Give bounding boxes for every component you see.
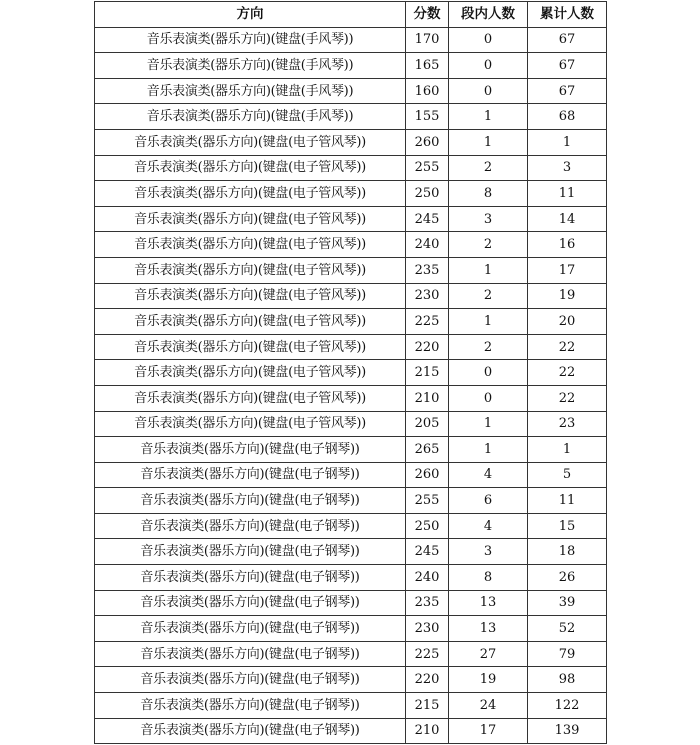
cell-direction: 音乐表演类(器乐方向)(键盘(电子钢琴)) bbox=[95, 539, 406, 565]
cell-segment-count: 4 bbox=[449, 513, 528, 539]
table-row bbox=[95, 257, 607, 283]
table-row bbox=[95, 78, 607, 104]
cell-segment-count: 13 bbox=[449, 590, 528, 616]
cell-cumulative-count: 67 bbox=[528, 27, 607, 53]
cell-cumulative-count: 67 bbox=[528, 78, 607, 104]
cell-direction: 音乐表演类(器乐方向)(键盘(电子钢琴)) bbox=[95, 590, 406, 616]
cell-direction: 音乐表演类(器乐方向)(键盘(电子钢琴)) bbox=[95, 616, 406, 642]
cell-score: 240 bbox=[406, 565, 449, 591]
cell-direction: 音乐表演类(器乐方向)(键盘(手风琴)) bbox=[95, 27, 406, 53]
cell-cumulative-count: 15 bbox=[528, 513, 607, 539]
table-row bbox=[95, 462, 607, 488]
cell-segment-count: 1 bbox=[449, 411, 528, 437]
cell-direction: 音乐表演类(器乐方向)(键盘(电子钢琴)) bbox=[95, 437, 406, 463]
cell-cumulative-count: 1 bbox=[528, 437, 607, 463]
cell-direction: 音乐表演类(器乐方向)(键盘(电子钢琴)) bbox=[95, 693, 406, 719]
cell-cumulative-count: 23 bbox=[528, 411, 607, 437]
cell-segment-count: 1 bbox=[449, 437, 528, 463]
cell-direction: 音乐表演类(器乐方向)(键盘(电子钢琴)) bbox=[95, 513, 406, 539]
cell-cumulative-count: 52 bbox=[528, 616, 607, 642]
cell-segment-count: 3 bbox=[449, 206, 528, 232]
cell-direction: 音乐表演类(器乐方向)(键盘(电子管风琴)) bbox=[95, 257, 406, 283]
cell-cumulative-count: 26 bbox=[528, 565, 607, 591]
cell-cumulative-count: 22 bbox=[528, 360, 607, 386]
cell-direction: 音乐表演类(器乐方向)(键盘(手风琴)) bbox=[95, 104, 406, 130]
cell-score: 205 bbox=[406, 411, 449, 437]
cell-direction: 音乐表演类(器乐方向)(键盘(电子管风琴)) bbox=[95, 309, 406, 335]
table-header bbox=[95, 2, 607, 28]
table-row bbox=[95, 334, 607, 360]
cell-score: 255 bbox=[406, 488, 449, 514]
table-row bbox=[95, 232, 607, 258]
cell-segment-count: 19 bbox=[449, 667, 528, 693]
table-row bbox=[95, 590, 607, 616]
cell-score: 250 bbox=[406, 181, 449, 207]
cell-direction: 音乐表演类(器乐方向)(键盘(电子管风琴)) bbox=[95, 232, 406, 258]
cell-cumulative-count: 122 bbox=[528, 693, 607, 719]
cell-segment-count: 4 bbox=[449, 462, 528, 488]
cell-cumulative-count: 22 bbox=[528, 385, 607, 411]
cell-score: 245 bbox=[406, 206, 449, 232]
cell-score: 260 bbox=[406, 129, 449, 155]
cell-direction: 音乐表演类(器乐方向)(键盘(电子管风琴)) bbox=[95, 334, 406, 360]
header-direction: 方向 bbox=[95, 2, 406, 28]
table-row bbox=[95, 27, 607, 53]
cell-score: 215 bbox=[406, 693, 449, 719]
cell-direction: 音乐表演类(器乐方向)(键盘(电子管风琴)) bbox=[95, 129, 406, 155]
cell-cumulative-count: 79 bbox=[528, 641, 607, 667]
table-row bbox=[95, 718, 607, 744]
cell-cumulative-count: 5 bbox=[528, 462, 607, 488]
cell-segment-count: 1 bbox=[449, 104, 528, 130]
cell-segment-count: 24 bbox=[449, 693, 528, 719]
cell-score: 215 bbox=[406, 360, 449, 386]
cell-segment-count: 3 bbox=[449, 539, 528, 565]
cell-cumulative-count: 14 bbox=[528, 206, 607, 232]
table-row bbox=[95, 513, 607, 539]
cell-score: 210 bbox=[406, 718, 449, 744]
cell-cumulative-count: 3 bbox=[528, 155, 607, 181]
cell-segment-count: 2 bbox=[449, 334, 528, 360]
cell-score: 210 bbox=[406, 385, 449, 411]
cell-segment-count: 8 bbox=[449, 181, 528, 207]
cell-segment-count: 1 bbox=[449, 257, 528, 283]
table-row bbox=[95, 206, 607, 232]
cell-segment-count: 17 bbox=[449, 718, 528, 744]
cell-score: 260 bbox=[406, 462, 449, 488]
table-row bbox=[95, 565, 607, 591]
cell-score: 165 bbox=[406, 53, 449, 79]
cell-cumulative-count: 22 bbox=[528, 334, 607, 360]
cell-score: 265 bbox=[406, 437, 449, 463]
table-row bbox=[95, 616, 607, 642]
cell-segment-count: 0 bbox=[449, 385, 528, 411]
header-cumulative-count: 累计人数 bbox=[528, 2, 607, 28]
cell-segment-count: 8 bbox=[449, 565, 528, 591]
cell-cumulative-count: 19 bbox=[528, 283, 607, 309]
table-row bbox=[95, 283, 607, 309]
cell-score: 240 bbox=[406, 232, 449, 258]
cell-cumulative-count: 17 bbox=[528, 257, 607, 283]
cell-segment-count: 0 bbox=[449, 53, 528, 79]
table-row bbox=[95, 488, 607, 514]
cell-score: 255 bbox=[406, 155, 449, 181]
cell-score: 225 bbox=[406, 641, 449, 667]
table-row bbox=[95, 385, 607, 411]
header-segment-count: 段内人数 bbox=[449, 2, 528, 28]
table-row bbox=[95, 155, 607, 181]
table-row bbox=[95, 693, 607, 719]
cell-cumulative-count: 16 bbox=[528, 232, 607, 258]
table-body bbox=[95, 27, 607, 744]
header-score: 分数 bbox=[406, 2, 449, 28]
cell-segment-count: 1 bbox=[449, 129, 528, 155]
cell-cumulative-count: 18 bbox=[528, 539, 607, 565]
cell-cumulative-count: 11 bbox=[528, 488, 607, 514]
cell-segment-count: 13 bbox=[449, 616, 528, 642]
cell-direction: 音乐表演类(器乐方向)(键盘(电子管风琴)) bbox=[95, 206, 406, 232]
table-row bbox=[95, 53, 607, 79]
cell-score: 230 bbox=[406, 283, 449, 309]
score-distribution-table bbox=[94, 1, 607, 744]
cell-direction: 音乐表演类(器乐方向)(键盘(电子钢琴)) bbox=[95, 718, 406, 744]
cell-segment-count: 1 bbox=[449, 309, 528, 335]
cell-score: 245 bbox=[406, 539, 449, 565]
cell-segment-count: 6 bbox=[449, 488, 528, 514]
cell-score: 155 bbox=[406, 104, 449, 130]
cell-segment-count: 0 bbox=[449, 78, 528, 104]
cell-score: 235 bbox=[406, 590, 449, 616]
table-row bbox=[95, 104, 607, 130]
cell-cumulative-count: 39 bbox=[528, 590, 607, 616]
cell-direction: 音乐表演类(器乐方向)(键盘(电子管风琴)) bbox=[95, 181, 406, 207]
cell-direction: 音乐表演类(器乐方向)(键盘(电子管风琴)) bbox=[95, 283, 406, 309]
cell-score: 220 bbox=[406, 667, 449, 693]
cell-cumulative-count: 68 bbox=[528, 104, 607, 130]
table-row bbox=[95, 181, 607, 207]
cell-direction: 音乐表演类(器乐方向)(键盘(电子钢琴)) bbox=[95, 667, 406, 693]
table-row bbox=[95, 129, 607, 155]
header-row bbox=[95, 2, 607, 28]
table-row bbox=[95, 641, 607, 667]
cell-score: 235 bbox=[406, 257, 449, 283]
table-row bbox=[95, 411, 607, 437]
cell-cumulative-count: 20 bbox=[528, 309, 607, 335]
cell-segment-count: 2 bbox=[449, 155, 528, 181]
cell-direction: 音乐表演类(器乐方向)(键盘(电子钢琴)) bbox=[95, 641, 406, 667]
cell-direction: 音乐表演类(器乐方向)(键盘(电子管风琴)) bbox=[95, 360, 406, 386]
cell-direction: 音乐表演类(器乐方向)(键盘(电子钢琴)) bbox=[95, 488, 406, 514]
cell-cumulative-count: 67 bbox=[528, 53, 607, 79]
table-row bbox=[95, 309, 607, 335]
cell-direction: 音乐表演类(器乐方向)(键盘(电子管风琴)) bbox=[95, 385, 406, 411]
cell-direction: 音乐表演类(器乐方向)(键盘(电子钢琴)) bbox=[95, 565, 406, 591]
cell-score: 250 bbox=[406, 513, 449, 539]
cell-segment-count: 2 bbox=[449, 232, 528, 258]
cell-score: 170 bbox=[406, 27, 449, 53]
cell-segment-count: 0 bbox=[449, 27, 528, 53]
cell-direction: 音乐表演类(器乐方向)(键盘(手风琴)) bbox=[95, 53, 406, 79]
cell-direction: 音乐表演类(器乐方向)(键盘(手风琴)) bbox=[95, 78, 406, 104]
cell-cumulative-count: 98 bbox=[528, 667, 607, 693]
cell-segment-count: 2 bbox=[449, 283, 528, 309]
cell-score: 160 bbox=[406, 78, 449, 104]
table-row bbox=[95, 667, 607, 693]
cell-direction: 音乐表演类(器乐方向)(键盘(电子钢琴)) bbox=[95, 462, 406, 488]
cell-cumulative-count: 139 bbox=[528, 718, 607, 744]
cell-segment-count: 27 bbox=[449, 641, 528, 667]
cell-segment-count: 0 bbox=[449, 360, 528, 386]
table-row bbox=[95, 360, 607, 386]
table-row bbox=[95, 437, 607, 463]
cell-score: 225 bbox=[406, 309, 449, 335]
cell-score: 230 bbox=[406, 616, 449, 642]
cell-direction: 音乐表演类(器乐方向)(键盘(电子管风琴)) bbox=[95, 155, 406, 181]
table-row bbox=[95, 539, 607, 565]
cell-cumulative-count: 1 bbox=[528, 129, 607, 155]
cell-direction: 音乐表演类(器乐方向)(键盘(电子管风琴)) bbox=[95, 411, 406, 437]
cell-score: 220 bbox=[406, 334, 449, 360]
cell-cumulative-count: 11 bbox=[528, 181, 607, 207]
